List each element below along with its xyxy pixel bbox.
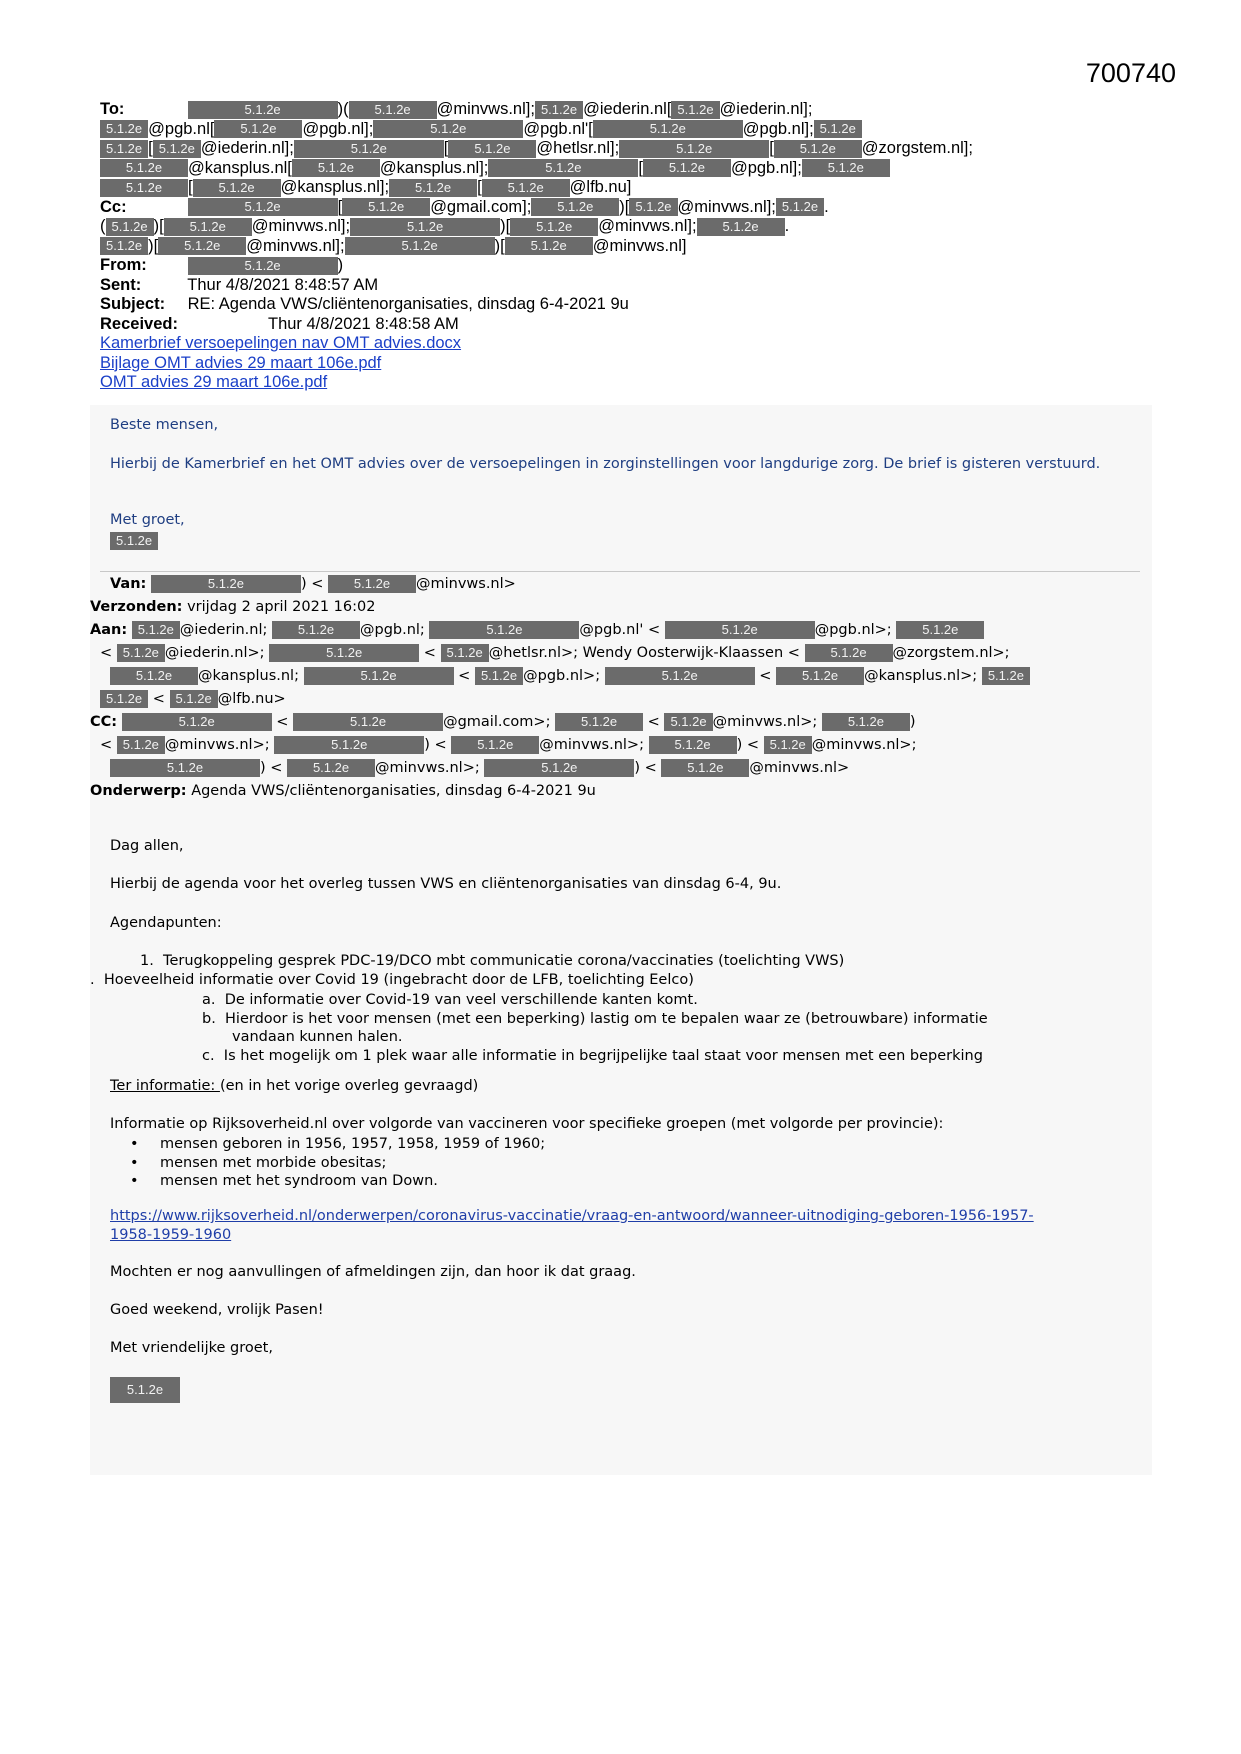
redaction: 5.1.2e [649, 736, 737, 754]
redaction: 5.1.2e [505, 237, 593, 255]
redaction: 5.1.2e [488, 159, 638, 177]
redaction: 5.1.2e [100, 159, 188, 177]
forwarded-header [90, 573, 1152, 803]
redaction: 5.1.2e [193, 179, 281, 197]
aan-row-4: 5.1.2e < 5.1.2e @lfb.nu> [90, 688, 1152, 711]
received-value: Thur 4/8/2021 8:48:58 AM [268, 314, 459, 333]
redaction: 5.1.2e [774, 140, 862, 158]
reply-text: Hierbij de Kamerbrief en het OMT advies over de versoepelingen in zorginstellingen voor langdurige zorg. De brief is gisteren verstuurd. [110, 456, 1101, 472]
aan-row-3: 5.1.2e @kansplus.nl; 5.1.2e < 5.1.2e @pgb.nl>; 5.1.2e < 5.1.2e @kansplus.nl>; 5.1.2e [90, 665, 1152, 688]
sent-value: Thur 4/8/2021 8:48:57 AM [187, 275, 379, 294]
aan-row-2: < 5.1.2e @iederin.nl>; 5.1.2e < 5.1.2e @hetlsr.nl>; Wendy Oosterwijk-Klaassen < 5.1.2e @zorgstem.nl>; [100, 645, 1010, 661]
agenda-heading: Agendapunten: [110, 915, 222, 931]
redaction: 5.1.2e [100, 140, 148, 158]
redaction: 5.1.2e [802, 159, 890, 177]
redaction: 5.1.2e [629, 198, 677, 216]
van-label: Van: [110, 576, 147, 592]
divider [100, 571, 1140, 572]
reply-closing: Met groet, [110, 512, 185, 528]
agenda-subitems [202, 991, 1212, 1065]
van-row: Van: 5.1.2e ) < 5.1.2e @minvws.nl> [110, 576, 516, 592]
redaction: 5.1.2e [122, 713, 272, 731]
redaction: 5.1.2e [643, 159, 731, 177]
redaction: 5.1.2e [593, 120, 743, 138]
subitem-a: a. De informatie over Covid-19 van veel verschillende kanten komt. [202, 992, 698, 1008]
redaction: 5.1.2e [293, 713, 443, 731]
redaction: 5.1.2e [100, 237, 148, 255]
redaction: 5.1.2e [619, 140, 769, 158]
redaction: 5.1.2e [110, 759, 260, 777]
redaction: 5.1.2e [776, 198, 824, 216]
redaction: 5.1.2e [153, 140, 201, 158]
cc-label: Cc: [100, 197, 127, 216]
redaction: 5.1.2e [822, 713, 910, 731]
redaction: 5.1.2e [272, 621, 360, 639]
info-bullets [130, 1135, 1140, 1191]
verzonden-value: vrijdag 2 april 2021 16:02 [187, 599, 376, 615]
subject-value: RE: Agenda VWS/cliëntenorganisaties, dinsdag 6-4-2021 9u [187, 295, 629, 313]
fwd-intro: Hierbij de agenda voor het overleg tussen VWS en cliëntenorganisaties van dinsdag 6-4, 9u. [110, 876, 782, 892]
redaction: 5.1.2e [555, 713, 643, 731]
redaction: 5.1.2e [304, 667, 454, 685]
redaction: 5.1.2e [158, 237, 246, 255]
redaction: 5.1.2e [510, 218, 598, 236]
redaction: 5.1.2e [170, 690, 218, 708]
redaction: 5.1.2e [448, 140, 536, 158]
bullet-text: mensen met morbide obesitas; [160, 1154, 387, 1171]
redaction: 5.1.2e [100, 690, 148, 708]
redaction: 5.1.2e [482, 179, 570, 197]
aan-label: Aan: [90, 622, 128, 638]
agenda-item-1: 1. Terugkoppeling gesprek PDC-19/DCO mbt communicatie corona/vaccinaties (toelichting VWS) [140, 953, 845, 969]
attachment-3 [100, 373, 1110, 393]
redaction: 5.1.2e [214, 120, 302, 138]
cc-fwd-row: CC: 5.1.2e < 5.1.2e @gmail.com>; 5.1.2e < 5.1.2e @minvws.nl>; 5.1.2e ) [90, 714, 916, 730]
reply-greeting: Beste mensen, [110, 417, 219, 433]
cc-row-2: ( 5.1.2e )[ 5.1.2e @minvws.nl]; 5.1.2e )[ 5.1.2e @minvws.nl]; 5.1.2e . [100, 217, 790, 235]
info-link-block [110, 1207, 1120, 1244]
info-note: (en in het vorige overleg gevraagd) [219, 1078, 479, 1094]
redaction: 5.1.2e [269, 644, 419, 662]
redaction: 5.1.2e [484, 759, 634, 777]
to-row-5: 5.1.2e [ 5.1.2e @kansplus.nl]; 5.1.2e [ 5.1.2e @lfb.nu] [100, 178, 1110, 198]
redaction: 5.1.2e [697, 218, 785, 236]
redaction: 5.1.2e [776, 667, 864, 685]
attachment-link[interactable]: Bijlage OMT advies 29 maart 106e.pdf [100, 353, 382, 372]
redaction: 5.1.2e [110, 667, 198, 685]
redaction: 5.1.2e [664, 713, 712, 731]
redaction: 5.1.2e [117, 644, 165, 662]
fwd-greeting: Dag allen, [110, 838, 184, 854]
bullet-text: mensen met het syndroom van Down. [160, 1173, 438, 1189]
redaction: 5.1.2e [982, 667, 1030, 685]
from-label: From: [100, 256, 147, 274]
attachment-1 [100, 334, 1110, 354]
redaction: 5.1.2e [373, 120, 523, 138]
redaction: 5.1.2e [389, 179, 477, 197]
verzonden-label: Verzonden: [90, 599, 183, 615]
verzonden-row [90, 596, 1152, 619]
redaction: 5.1.2e [661, 759, 749, 777]
subject-label: Subject: [100, 295, 166, 313]
redaction: 5.1.2e [345, 237, 495, 255]
received-row [100, 315, 1110, 335]
cc-fwd-row-2: < 5.1.2e @minvws.nl>; 5.1.2e ) < 5.1.2e @minvws.nl>; 5.1.2e ) < 5.1.2e @minvws.nl>; [100, 737, 917, 753]
page-number: 700740 [1085, 58, 1176, 88]
redaction: 5.1.2e [328, 575, 416, 593]
received-label: Received: [100, 314, 178, 333]
redaction: 5.1.2e [164, 218, 252, 236]
to-row: To: 5.1.2e )( 5.1.2e @minvws.nl]; 5.1.2e @iederin.nl[ 5.1.2e @iederin.nl]; [100, 100, 813, 118]
info-link-line2[interactable]: 1958-1959-1960 [110, 1226, 232, 1243]
onderwerp-row [90, 780, 1152, 803]
cc-fwd-row-3: 5.1.2e ) < 5.1.2e @minvws.nl>; 5.1.2e ) < 5.1.2e @minvws.nl> [90, 757, 1152, 780]
info-link-line1[interactable]: https://www.rijksoverheid.nl/onderwerpen/coronavirus-vaccinatie/vraag-en-antwoord/wanneer-uitnodiging-geboren-1956-1957- [110, 1208, 1034, 1224]
redaction: 5.1.2e [665, 621, 815, 639]
to-row-2: 5.1.2e @pgb.nl[ 5.1.2e @pgb.nl]; 5.1.2e @pgb.nl'[ 5.1.2e @pgb.nl]; 5.1.2e [100, 120, 1110, 140]
agenda-item-2: . Hoeveelheid informatie over Covid 19 (ingebracht door de LFB, toelichting Eelco) [90, 972, 694, 988]
redaction: 5.1.2e [896, 621, 984, 639]
named-recipient: Wendy Oosterwijk-Klaassen [582, 645, 784, 661]
redaction: 5.1.2e [349, 101, 437, 119]
subitem-c: c. Is het mogelijk om 1 plek waar alle informatie in begrijpelijke taal staat voor mensen met een beperking [202, 1047, 983, 1064]
info-link[interactable] [110, 1208, 1034, 1243]
cc-row-3: 5.1.2e )[ 5.1.2e @minvws.nl]; 5.1.2e )[ 5.1.2e @minvws.nl] [100, 237, 1110, 257]
redaction: 5.1.2e [188, 101, 338, 119]
redaction: 5.1.2e [764, 736, 812, 754]
weekend-text: Goed weekend, vrolijk Pasen! [110, 1302, 324, 1318]
redaction: 5.1.2e [106, 218, 154, 236]
aan-row: Aan: 5.1.2e @iederin.nl; 5.1.2e @pgb.nl; 5.1.2e @pgb.nl' < 5.1.2e @pgb.nl>; 5.1.2e [90, 619, 1152, 642]
redaction: 5.1.2e [531, 198, 619, 216]
attachment-2 [100, 354, 1110, 374]
redaction: 5.1.2e [805, 644, 893, 662]
redaction: 5.1.2e [188, 257, 338, 275]
redaction: 5.1.2e [814, 120, 862, 138]
redaction: 5.1.2e [110, 532, 158, 550]
redaction: 5.1.2e [110, 1377, 180, 1403]
from-row: From: 5.1.2e ) [100, 256, 344, 274]
redaction: 5.1.2e [441, 644, 489, 662]
attachment-link[interactable]: Kamerbrief versoepelingen nav OMT advies.docx [100, 334, 462, 352]
cc-fwd-label: CC: [90, 714, 118, 730]
subitem-b-cont: vandaan kunnen halen. [232, 1029, 403, 1045]
redaction: 5.1.2e [117, 736, 165, 754]
onderwerp-value: Agenda VWS/cliëntenorganisaties, dinsdag 6-4-2021 9u [191, 783, 596, 799]
email-body [90, 405, 1152, 1475]
sent-label: Sent: [100, 275, 142, 294]
to-row-4: 5.1.2e @kansplus.nl[ 5.1.2e @kansplus.nl]; 5.1.2e [ 5.1.2e @pgb.nl]; 5.1.2e [100, 159, 1110, 179]
redaction: 5.1.2e [294, 140, 444, 158]
cc-row: Cc: 5.1.2e [ 5.1.2e @gmail.com]; 5.1.2e )[ 5.1.2e @minvws.nl]; 5.1.2e . [100, 197, 829, 216]
redaction: 5.1.2e [350, 218, 500, 236]
info-heading-row [110, 1078, 1120, 1094]
redaction: 5.1.2e [605, 667, 755, 685]
bullet-item: • mensen geboren in 1956, 1957, 1958, 1959 of 1960; [130, 1136, 546, 1152]
redaction: 5.1.2e [100, 179, 188, 197]
fwd-closing: Met vriendelijke groet, [110, 1340, 273, 1356]
email-header [100, 100, 1110, 393]
aanvulling-text: Mochten er nog aanvullingen of afmeldingen zijn, dan hoor ik dat graag. [110, 1264, 636, 1280]
redaction: 5.1.2e [292, 159, 380, 177]
onderwerp-label: Onderwerp: [90, 783, 187, 799]
info-text: Informatie op Rijksoverheid.nl over volgorde van vaccineren voor specifieke groepen (met volgorde per provincie): [110, 1116, 944, 1132]
redaction: 5.1.2e [451, 736, 539, 754]
redaction: 5.1.2e [151, 575, 301, 593]
sent-row [100, 276, 1110, 296]
redaction: 5.1.2e [671, 101, 719, 119]
redaction: 5.1.2e [287, 759, 375, 777]
subject-row [100, 295, 1110, 315]
info-heading: Ter informatie: [110, 1078, 220, 1094]
redaction: 5.1.2e [100, 120, 148, 138]
bullet-item: • mensen met het syndroom van Down. [130, 1173, 438, 1189]
to-label: To: [100, 100, 125, 118]
redaction: 5.1.2e [429, 621, 579, 639]
redaction: 5.1.2e [132, 621, 180, 639]
reply-signature [110, 532, 1120, 550]
to-row-3: 5.1.2e [ 5.1.2e @iederin.nl]; 5.1.2e [ 5.1.2e @hetlsr.nl]; 5.1.2e [ 5.1.2e @zorgstem.nl]; [100, 139, 1110, 159]
subitem-b: b. Hierdoor is het voor mensen (met een beperking) lastig om te bepalen waar ze (betrouwbare) informatie [202, 1010, 988, 1027]
redaction: 5.1.2e [342, 198, 430, 216]
bullet-item: • mensen met morbide obesitas; [130, 1154, 387, 1171]
redaction: 5.1.2e [475, 667, 523, 685]
redaction: 5.1.2e [274, 736, 424, 754]
redaction: 5.1.2e [188, 198, 338, 216]
bullet-text: mensen geboren in 1956, 1957, 1958, 1959 of 1960; [160, 1136, 546, 1152]
attachment-link[interactable]: OMT advies 29 maart 106e.pdf [100, 373, 328, 391]
redaction: 5.1.2e [535, 101, 583, 119]
fwd-signature [110, 1377, 1120, 1403]
